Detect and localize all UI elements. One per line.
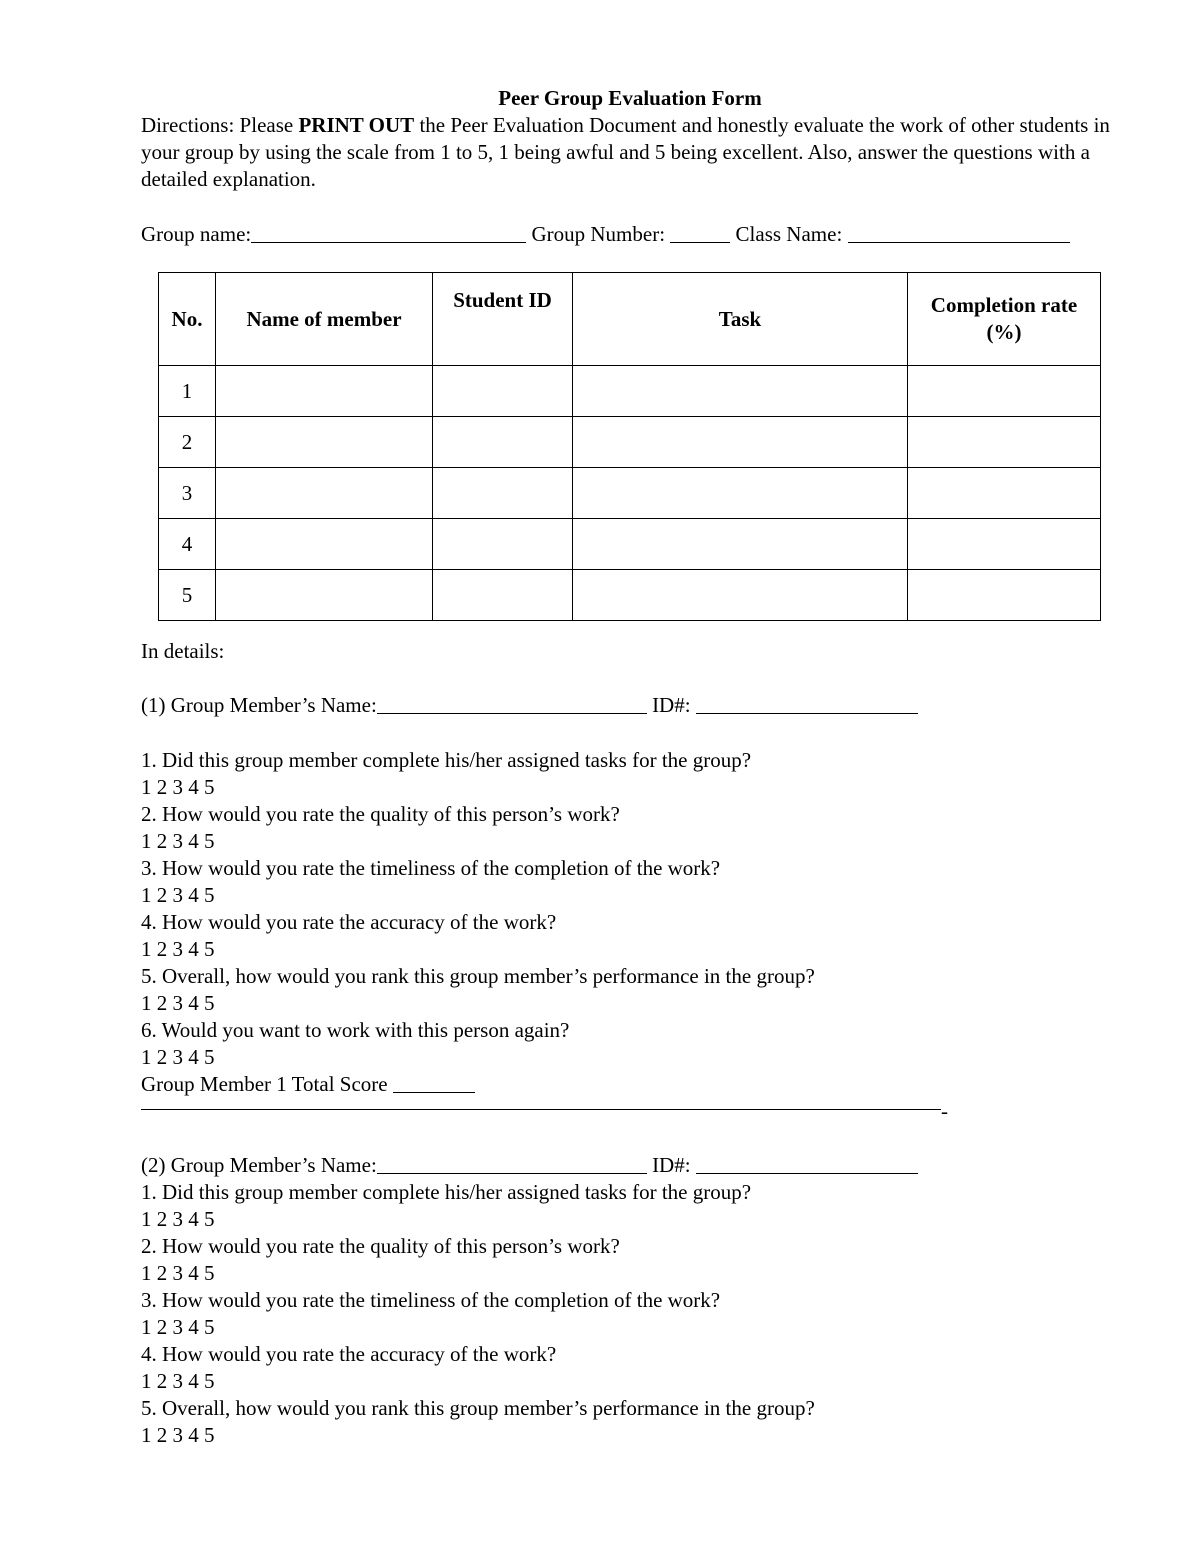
member1-name-line xyxy=(141,692,918,719)
task-cell[interactable] xyxy=(573,417,908,468)
class-name-label: Class Name: xyxy=(730,222,848,246)
group-name-label: Group name: xyxy=(141,222,252,246)
header-student-id: Student ID xyxy=(433,273,573,366)
question: 2. How would you rate the quality of this person’s work? xyxy=(141,1234,620,1258)
member2-id-label: ID#: xyxy=(646,1153,696,1177)
member1-total-line xyxy=(141,1071,1141,1098)
member-name-cell[interactable] xyxy=(216,570,433,621)
row-number: 5 xyxy=(159,570,216,621)
student-id-cell[interactable] xyxy=(433,366,573,417)
member1-total-field[interactable] xyxy=(393,1074,475,1093)
member1-id-label: ID#: xyxy=(646,693,696,717)
member1-name-field[interactable] xyxy=(377,695,647,714)
row-number: 2 xyxy=(159,417,216,468)
member2-name-label: (2) Group Member’s Name: xyxy=(141,1153,377,1177)
rating-scale[interactable]: 1 2 3 4 5 xyxy=(141,1045,215,1069)
header-no: No. xyxy=(159,273,216,366)
rating-scale[interactable]: 1 2 3 4 5 xyxy=(141,775,215,799)
member1-total-label: Group Member 1 Total Score xyxy=(141,1072,393,1096)
question: 6. Would you want to work with this person again? xyxy=(141,1018,570,1042)
question: 3. How would you rate the timeliness of the completion of the work? xyxy=(141,1288,721,1312)
directions-suffix: the Peer Evaluation Document and honestly evaluate the work of other students in your group by using the scale from 1 to 5, 1 being awful and 5 being excellent. Also, answer the questions with a detailed explanation. xyxy=(141,113,1110,191)
task-cell[interactable] xyxy=(573,468,908,519)
student-id-cell[interactable] xyxy=(433,519,573,570)
question: 1. Did this group member complete his/her assigned tasks for the group? xyxy=(141,1180,752,1204)
completion-cell[interactable] xyxy=(908,468,1101,519)
directions-paragraph xyxy=(141,112,1141,193)
task-cell[interactable] xyxy=(573,570,908,621)
group-name-field[interactable] xyxy=(251,224,526,243)
member-name-cell[interactable] xyxy=(216,468,433,519)
rating-scale[interactable]: 1 2 3 4 5 xyxy=(141,829,215,853)
group-info-line xyxy=(141,221,1070,248)
question: 3. How would you rate the timeliness of the completion of the work? xyxy=(141,856,721,880)
member-table xyxy=(158,272,1101,621)
directions-prefix: Directions: Please xyxy=(141,113,299,137)
member1-id-field[interactable] xyxy=(696,695,918,714)
table-row xyxy=(159,468,1101,519)
rating-scale[interactable]: 1 2 3 4 5 xyxy=(141,1315,215,1339)
question: 5. Overall, how would you rank this group member’s performance in the group? xyxy=(141,1396,815,1420)
completion-cell[interactable] xyxy=(908,519,1101,570)
member2-questions xyxy=(141,1179,1141,1449)
member1-name-label: (1) Group Member’s Name: xyxy=(141,693,377,717)
student-id-cell[interactable] xyxy=(433,468,573,519)
header-task: Task xyxy=(573,273,908,366)
member-name-cell[interactable] xyxy=(216,366,433,417)
header-completion-line2: (%) xyxy=(986,320,1022,344)
task-cell[interactable] xyxy=(573,366,908,417)
header-completion-line1: Completion rate xyxy=(930,293,1078,317)
rating-scale[interactable]: 1 2 3 4 5 xyxy=(141,1207,215,1231)
student-id-cell[interactable] xyxy=(433,417,573,468)
class-name-field[interactable] xyxy=(848,224,1070,243)
table-row xyxy=(159,366,1101,417)
member2-id-field[interactable] xyxy=(696,1155,918,1174)
row-number: 3 xyxy=(159,468,216,519)
member-name-cell[interactable] xyxy=(216,519,433,570)
question: 2. How would you rate the quality of this person’s work? xyxy=(141,802,620,826)
section-separator xyxy=(141,1097,941,1110)
rating-scale[interactable]: 1 2 3 4 5 xyxy=(141,1369,215,1393)
table-header-row xyxy=(159,273,1101,366)
question: 1. Did this group member complete his/her assigned tasks for the group? xyxy=(141,748,752,772)
directions-bold: PRINT OUT xyxy=(298,113,415,137)
member2-name-line xyxy=(141,1152,918,1179)
member-name-cell[interactable] xyxy=(216,417,433,468)
member2-name-field[interactable] xyxy=(377,1155,647,1174)
group-number-field[interactable] xyxy=(670,224,730,243)
header-completion xyxy=(908,273,1101,366)
table-row xyxy=(159,417,1101,468)
completion-cell[interactable] xyxy=(908,366,1101,417)
student-id-cell[interactable] xyxy=(433,570,573,621)
table-row xyxy=(159,570,1101,621)
member1-questions xyxy=(141,747,1141,1098)
question: 5. Overall, how would you rank this group member’s performance in the group? xyxy=(141,964,815,988)
task-cell[interactable] xyxy=(573,519,908,570)
table-row xyxy=(159,519,1101,570)
rating-scale[interactable]: 1 2 3 4 5 xyxy=(141,883,215,907)
page-title: Peer Group Evaluation Form xyxy=(498,86,762,110)
header-name: Name of member xyxy=(216,273,433,366)
question: 4. How would you rate the accuracy of the work? xyxy=(141,1342,557,1366)
rating-scale[interactable]: 1 2 3 4 5 xyxy=(141,1423,215,1447)
completion-cell[interactable] xyxy=(908,570,1101,621)
rating-scale[interactable]: 1 2 3 4 5 xyxy=(141,991,215,1015)
row-number: 4 xyxy=(159,519,216,570)
completion-cell[interactable] xyxy=(908,417,1101,468)
rating-scale[interactable]: 1 2 3 4 5 xyxy=(141,1261,215,1285)
rating-scale[interactable]: 1 2 3 4 5 xyxy=(141,937,215,961)
group-number-label: Group Number: xyxy=(526,222,671,246)
row-number: 1 xyxy=(159,366,216,417)
question: 4. How would you rate the accuracy of the work? xyxy=(141,910,557,934)
separator-dash: - xyxy=(941,1099,948,1123)
in-details-label: In details: xyxy=(141,639,225,663)
